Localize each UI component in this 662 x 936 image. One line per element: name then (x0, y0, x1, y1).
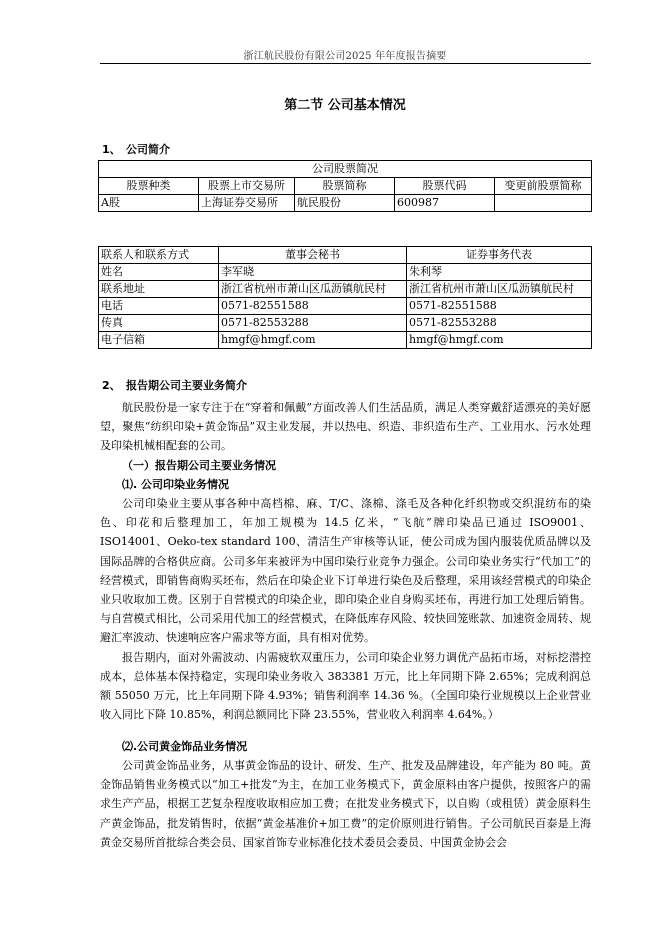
table-row (99, 281, 592, 298)
contact-cell-representative: 朱利琴 (407, 264, 592, 281)
table-row (99, 332, 592, 349)
stock-cell-exchange: 上海证券交易所 (199, 195, 295, 212)
stock-table-caption: 公司股票简况 (99, 161, 592, 178)
heading-company-profile (102, 141, 170, 157)
table-row (99, 298, 592, 315)
contact-cell-secretary: 李军晓 (219, 264, 407, 281)
subheading-main-business: （一）报告期公司主要业务情况 (122, 459, 276, 472)
heading-text: 报告期公司主要业务简介 (126, 379, 247, 392)
contact-header-representative: 证券事务代表 (407, 247, 592, 264)
dyeing-paragraph-2: 报告期内，面对外需波动、内需疲软双重压力，公司印染企业努力调优产品拓市场，对标挖潜控成本，总体基本保持稳定，实现印染业务收入 383381 万元，比上年同期下降 2.65%；完成利润总额 55050 万元，比上年同期下降 4.93%；销售利润率 14.36 %。（全国印染行业规模以上企业营业收入同比下降 10.85%，利润总额同比下降 23.55%，营业收入利润率 4.64%。） (100, 650, 591, 722)
gold-section (100, 756, 591, 852)
contact-cell-label: 传真 (99, 315, 219, 332)
heading-number: 1、 (102, 143, 121, 156)
contact-cell-representative: 0571-82551588 (407, 298, 592, 315)
contact-cell-label: 电话 (99, 298, 219, 315)
contact-header-label: 联系人和联系方式 (99, 247, 219, 264)
intro-text: 航民股份是一家专注于在“穿着和佩戴”方面改善人们生活品质，满足人类穿戴舒适漂亮的美好愿望，聚焦“纺织印染+黄金饰品”双主业发展，并以热电、织造、非织造布生产、工业用水、污水处理及印染机械相配套的公司。 (100, 401, 591, 453)
heading-business-overview (102, 377, 247, 393)
contact-table (98, 246, 592, 349)
contact-cell-representative: 0571-82553288 (407, 315, 592, 332)
stock-cell-code: 600987 (395, 195, 495, 212)
contact-cell-representative: 浙江省杭州市萧山区瓜沥镇航民村 (407, 281, 592, 298)
contact-cell-secretary: 浙江省杭州市萧山区瓜沥镇航民村 (219, 281, 407, 298)
stock-cell-type: A股 (99, 195, 199, 212)
contact-cell-representative: hmgf@hmgf.com (407, 332, 592, 349)
dyeing-paragraph-1: 公司印染业主要从事各种中高档棉、麻、T/C、涤棉、涤毛及各种化纤织物或交织混纺布的染色、印花和后整理加工，年加工规模为 14.5 亿米，“飞航”牌印染品已通过 ISO9001、ISO14001、Oeko-tex standard 100、清洁生产审核等认证，使公司成为国内服装优质品牌以及国际品牌的合格供应商。公司多年来被评为中国印染行业竞争力强企。公司印染业务实行“代加工”的经营模式，即销售商购买坯布，然后在印染企业下订单进行染色及后整理，采用该经营模式的印染企业只收取加工费。区别于自营模式的印染企业，即印染企业自身购买坯布，再进行加工处理后销售。与自营模式相比，公司采用代加工的经营模式，在降低库存风险、较快回笼账款、加速资金周转、规避汇率波动、快速响应客户需求等方面，具有相对优势。 (100, 497, 591, 645)
contact-cell-label: 姓名 (99, 264, 219, 281)
contact-cell-label: 电子信箱 (99, 332, 219, 349)
subheading-gold: ⑵.公司黄金饰品业务情况 (122, 740, 248, 753)
stock-table (98, 160, 592, 212)
dyeing-section (100, 494, 591, 724)
stock-cell-short-name: 航民股份 (295, 195, 395, 212)
stock-header-exchange: 股票上市交易所 (199, 178, 295, 195)
table-row (99, 264, 592, 281)
subheading-dyeing: ⑴. 公司印染业务情况 (122, 478, 230, 491)
section-title: 第二节 公司基本情况 (284, 98, 406, 113)
page-header: 浙江航民股份有限公司2025 年年度报告摘要 (243, 51, 447, 62)
heading-text: 公司简介 (126, 143, 170, 156)
contact-header-secretary: 董事会秘书 (219, 247, 407, 264)
stock-header-former-name: 变更前股票简称 (495, 178, 592, 195)
stock-header-short-name: 股票简称 (295, 178, 395, 195)
stock-cell-former-name (495, 195, 592, 212)
contact-cell-secretary: hmgf@hmgf.com (219, 332, 407, 349)
stock-header-type: 股票种类 (99, 178, 199, 195)
contact-cell-secretary: 0571-82551588 (219, 298, 407, 315)
contact-cell-label: 联系地址 (99, 281, 219, 298)
heading-number: 2、 (102, 379, 121, 392)
table-row (99, 315, 592, 332)
stock-header-code: 股票代码 (395, 178, 495, 195)
intro-paragraph (100, 398, 591, 456)
gold-paragraph-1: 公司黄金饰品业务，从事黄金饰品的设计、研发、生产、批发及品牌建设，年产能为 80 吨。黄金饰品销售业务模式以“加工+批发”为主，在加工业务模式下，黄金原料由客户提供，按照客户的需求生产产品，根据工艺复杂程度收取相应加工费；在批发业务模式下，以自购（或租赁）黄金原料生产黄金饰品，批发销售时，依据“黄金基准价+加工费”的定价原则进行销售。子公司航民百泰是上海黄金交易所首批综合类会员、国家首饰专业标准化技术委员会委员、中国黄金协会会 (100, 759, 591, 849)
header-rule (100, 63, 591, 64)
contact-cell-secretary: 0571-82553288 (219, 315, 407, 332)
